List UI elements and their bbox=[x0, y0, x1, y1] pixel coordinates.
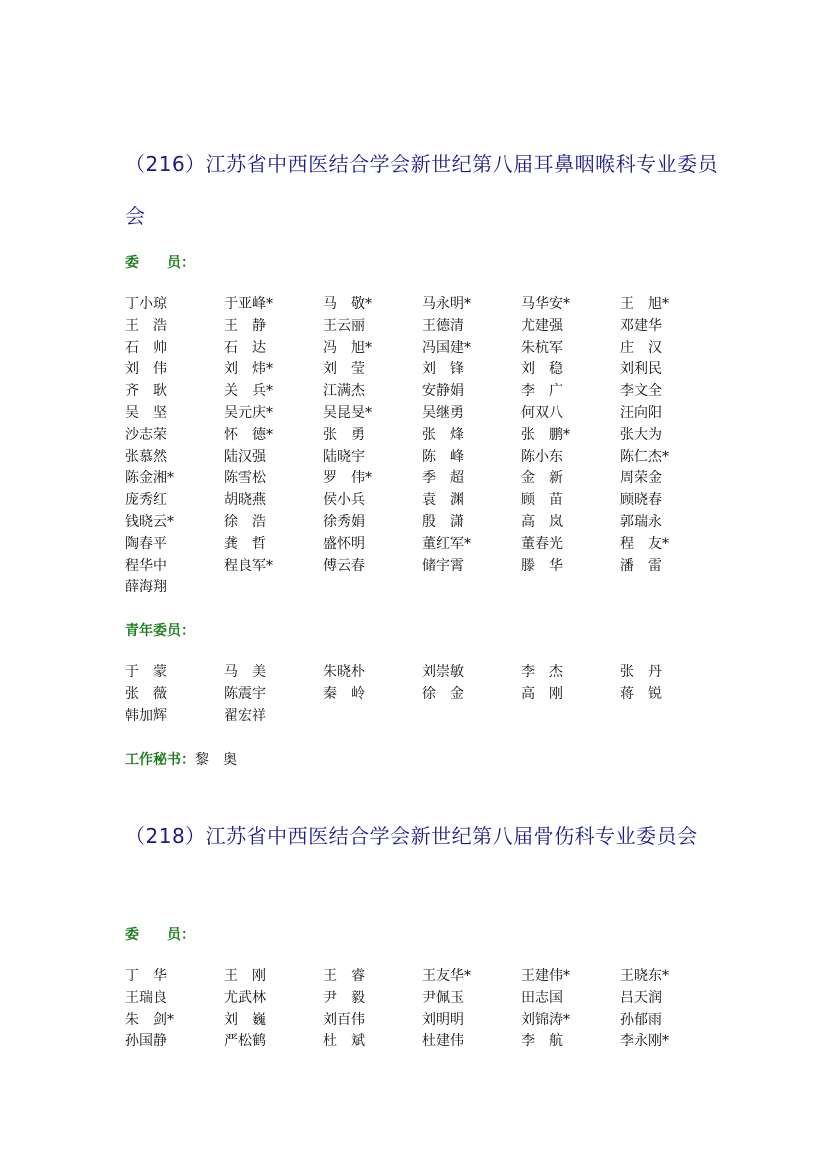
member-name: 丁小琼 bbox=[125, 296, 167, 312]
member-name: 丁 华 bbox=[125, 968, 167, 984]
section-216-title: （216）江苏省中西医结合学会新世纪第八届耳鼻咽喉科专业委员会 bbox=[125, 152, 719, 228]
member-name: 侯小兵 bbox=[323, 492, 365, 509]
member-name: 刘明明 bbox=[422, 1011, 464, 1028]
member-name: 吴继勇 bbox=[422, 404, 464, 421]
member-name: 陆晓宇 bbox=[323, 448, 365, 465]
section-218-members-label: 委 员： bbox=[125, 927, 195, 943]
member-name: 刘锦涛* bbox=[521, 1011, 570, 1028]
member-name: 秦 岭 bbox=[323, 685, 365, 702]
member-name: 张 烽 bbox=[422, 426, 464, 443]
member-name: 徐秀娟 bbox=[323, 513, 365, 530]
member-name: 冯国建* bbox=[422, 339, 471, 356]
member-name: 李 广 bbox=[521, 383, 563, 400]
member-name: 王 浩 bbox=[125, 317, 167, 334]
member-name: 顾晓春 bbox=[620, 492, 662, 509]
member-name: 尹 毅 bbox=[323, 989, 365, 1006]
member-name: 吕天润 bbox=[620, 989, 662, 1006]
member-name: 张 薇 bbox=[125, 685, 167, 702]
member-name: 袁 渊 bbox=[422, 492, 464, 509]
member-name: 杜 斌 bbox=[323, 1033, 365, 1050]
section-216-members-list bbox=[125, 294, 725, 599]
member-name: 吴 坚 bbox=[125, 404, 167, 421]
member-name: 陶春平 bbox=[125, 535, 167, 552]
member-name: 何双八 bbox=[521, 404, 563, 421]
member-name: 怀 德* bbox=[224, 426, 273, 443]
member-name: 王云丽 bbox=[323, 317, 365, 334]
member-name: 王 睿 bbox=[323, 968, 365, 984]
member-name: 田志国 bbox=[521, 989, 563, 1006]
member-name: 尹佩玉 bbox=[422, 989, 464, 1006]
member-name: 关 兵* bbox=[224, 383, 273, 400]
member-name: 龚 哲 bbox=[224, 535, 266, 552]
member-name: 王德清 bbox=[422, 317, 464, 334]
section-218-title: （218）江苏省中西医结合学会新世纪第八届骨伤科专业委员会 bbox=[125, 824, 698, 848]
member-name: 金 新 bbox=[521, 470, 563, 487]
member-name: 石 帅 bbox=[125, 339, 167, 356]
member-name: 盛怀明 bbox=[323, 535, 365, 552]
member-name: 董红军* bbox=[422, 535, 471, 552]
member-name: 于 蒙 bbox=[125, 664, 167, 680]
member-name: 马永明* bbox=[422, 296, 471, 312]
member-name: 陈金湘* bbox=[125, 470, 174, 487]
member-name: 程 友* bbox=[620, 535, 669, 552]
section-216-secretary-label: 工作秘书： bbox=[125, 752, 195, 768]
member-name: 张慕然 bbox=[125, 448, 167, 465]
member-name: 朱晓朴 bbox=[323, 664, 365, 680]
member-name: 顾 苗 bbox=[521, 492, 563, 509]
member-name: 陈小东 bbox=[521, 448, 563, 465]
member-name: 李永刚* bbox=[620, 1033, 669, 1050]
member-name: 齐 耿 bbox=[125, 383, 167, 400]
section-216-secretary-line bbox=[125, 749, 237, 771]
member-name: 滕 华 bbox=[521, 557, 563, 574]
member-name: 陈 峰 bbox=[422, 448, 464, 465]
member-name: 沙志荣 bbox=[125, 426, 167, 443]
member-name: 杜建伟 bbox=[422, 1033, 464, 1050]
member-name: 石 达 bbox=[224, 339, 266, 356]
member-name: 陈雪松 bbox=[224, 470, 266, 487]
member-name: 潘 雷 bbox=[620, 557, 662, 574]
member-name: 王 旭* bbox=[620, 296, 669, 312]
member-name: 韩加辉 bbox=[125, 707, 167, 724]
member-name: 马 敬* bbox=[323, 296, 372, 312]
member-name: 陈震宇 bbox=[224, 685, 266, 702]
member-name: 季 超 bbox=[422, 470, 464, 487]
member-name: 刘 伟 bbox=[125, 361, 167, 378]
member-name: 江满杰 bbox=[323, 383, 365, 400]
member-name: 程华中 bbox=[125, 557, 167, 574]
member-name: 张 勇 bbox=[323, 426, 365, 443]
member-name: 孙郁雨 bbox=[620, 1011, 662, 1028]
member-name: 王 刚 bbox=[224, 968, 266, 984]
member-name: 徐 浩 bbox=[224, 513, 266, 530]
member-name: 刘利民 bbox=[620, 361, 662, 378]
member-name: 尤建强 bbox=[521, 317, 563, 334]
member-name: 李文全 bbox=[620, 383, 662, 400]
member-name: 孙国静 bbox=[125, 1033, 167, 1050]
member-name: 徐 金 bbox=[422, 685, 464, 702]
member-name: 高 岚 bbox=[521, 513, 563, 530]
member-name: 傅云春 bbox=[323, 557, 365, 574]
section-216-youth-list bbox=[125, 662, 725, 727]
member-name: 郭瑞永 bbox=[620, 513, 662, 530]
member-name: 刘百伟 bbox=[323, 1011, 365, 1028]
member-name: 罗 伟* bbox=[323, 470, 372, 487]
member-name: 朱杭军 bbox=[521, 339, 563, 356]
member-name: 高 刚 bbox=[521, 685, 563, 702]
section-216-secretary-name: 黎 奥 bbox=[195, 752, 237, 768]
member-name: 吴元庆* bbox=[224, 404, 273, 421]
member-name: 马华安* bbox=[521, 296, 570, 312]
member-name: 张大为 bbox=[620, 426, 662, 443]
member-name: 李 航 bbox=[521, 1033, 563, 1050]
member-name: 储宇霄 bbox=[422, 557, 464, 574]
member-name: 王瑞良 bbox=[125, 989, 167, 1006]
member-name: 庄 汉 bbox=[620, 339, 662, 356]
member-name: 张 鹏* bbox=[521, 426, 570, 443]
member-name: 翟宏祥 bbox=[224, 707, 266, 724]
member-name: 庞秀红 bbox=[125, 492, 167, 509]
member-name: 陈仁杰* bbox=[620, 448, 669, 465]
member-name: 邓建华 bbox=[620, 317, 662, 334]
member-name: 冯 旭* bbox=[323, 339, 372, 356]
member-name: 程良军* bbox=[224, 557, 273, 574]
member-name: 刘 炜* bbox=[224, 361, 273, 378]
section-216-members-label: 委 员： bbox=[125, 255, 195, 271]
member-name: 陆汉强 bbox=[224, 448, 266, 465]
member-name: 朱 剑* bbox=[125, 1011, 174, 1028]
member-name: 刘 巍 bbox=[224, 1011, 266, 1028]
member-name: 钱晓云* bbox=[125, 513, 174, 530]
member-name: 吴昆旻* bbox=[323, 404, 372, 421]
section-216-youth-label: 青年委员： bbox=[125, 623, 195, 639]
section-218-members-list bbox=[125, 966, 725, 1053]
member-name: 王 静 bbox=[224, 317, 266, 334]
member-name: 蒋 锐 bbox=[620, 685, 662, 702]
member-name: 周荣金 bbox=[620, 470, 662, 487]
member-name: 于亚峰* bbox=[224, 296, 273, 312]
member-name: 严松鹤 bbox=[224, 1033, 266, 1050]
member-name: 刘崇敏 bbox=[422, 664, 464, 680]
member-name: 尤武林 bbox=[224, 989, 266, 1006]
member-name: 刘 莹 bbox=[323, 361, 365, 378]
member-name: 胡晓燕 bbox=[224, 492, 266, 509]
member-name: 殷 潇 bbox=[422, 513, 464, 530]
member-name: 刘 稳 bbox=[521, 361, 563, 378]
member-name: 刘 锋 bbox=[422, 361, 464, 378]
member-name: 李 杰 bbox=[521, 664, 563, 680]
member-name: 安静娟 bbox=[422, 383, 464, 400]
member-name: 薛海翔 bbox=[125, 579, 167, 596]
member-name: 王晓东* bbox=[620, 968, 669, 984]
member-name: 董春光 bbox=[521, 535, 563, 552]
member-name: 王友华* bbox=[422, 968, 471, 984]
member-name: 王建伟* bbox=[521, 968, 570, 984]
member-name: 马 美 bbox=[224, 664, 266, 680]
member-name: 张 丹 bbox=[620, 664, 662, 680]
member-name: 汪向阳 bbox=[620, 404, 662, 421]
